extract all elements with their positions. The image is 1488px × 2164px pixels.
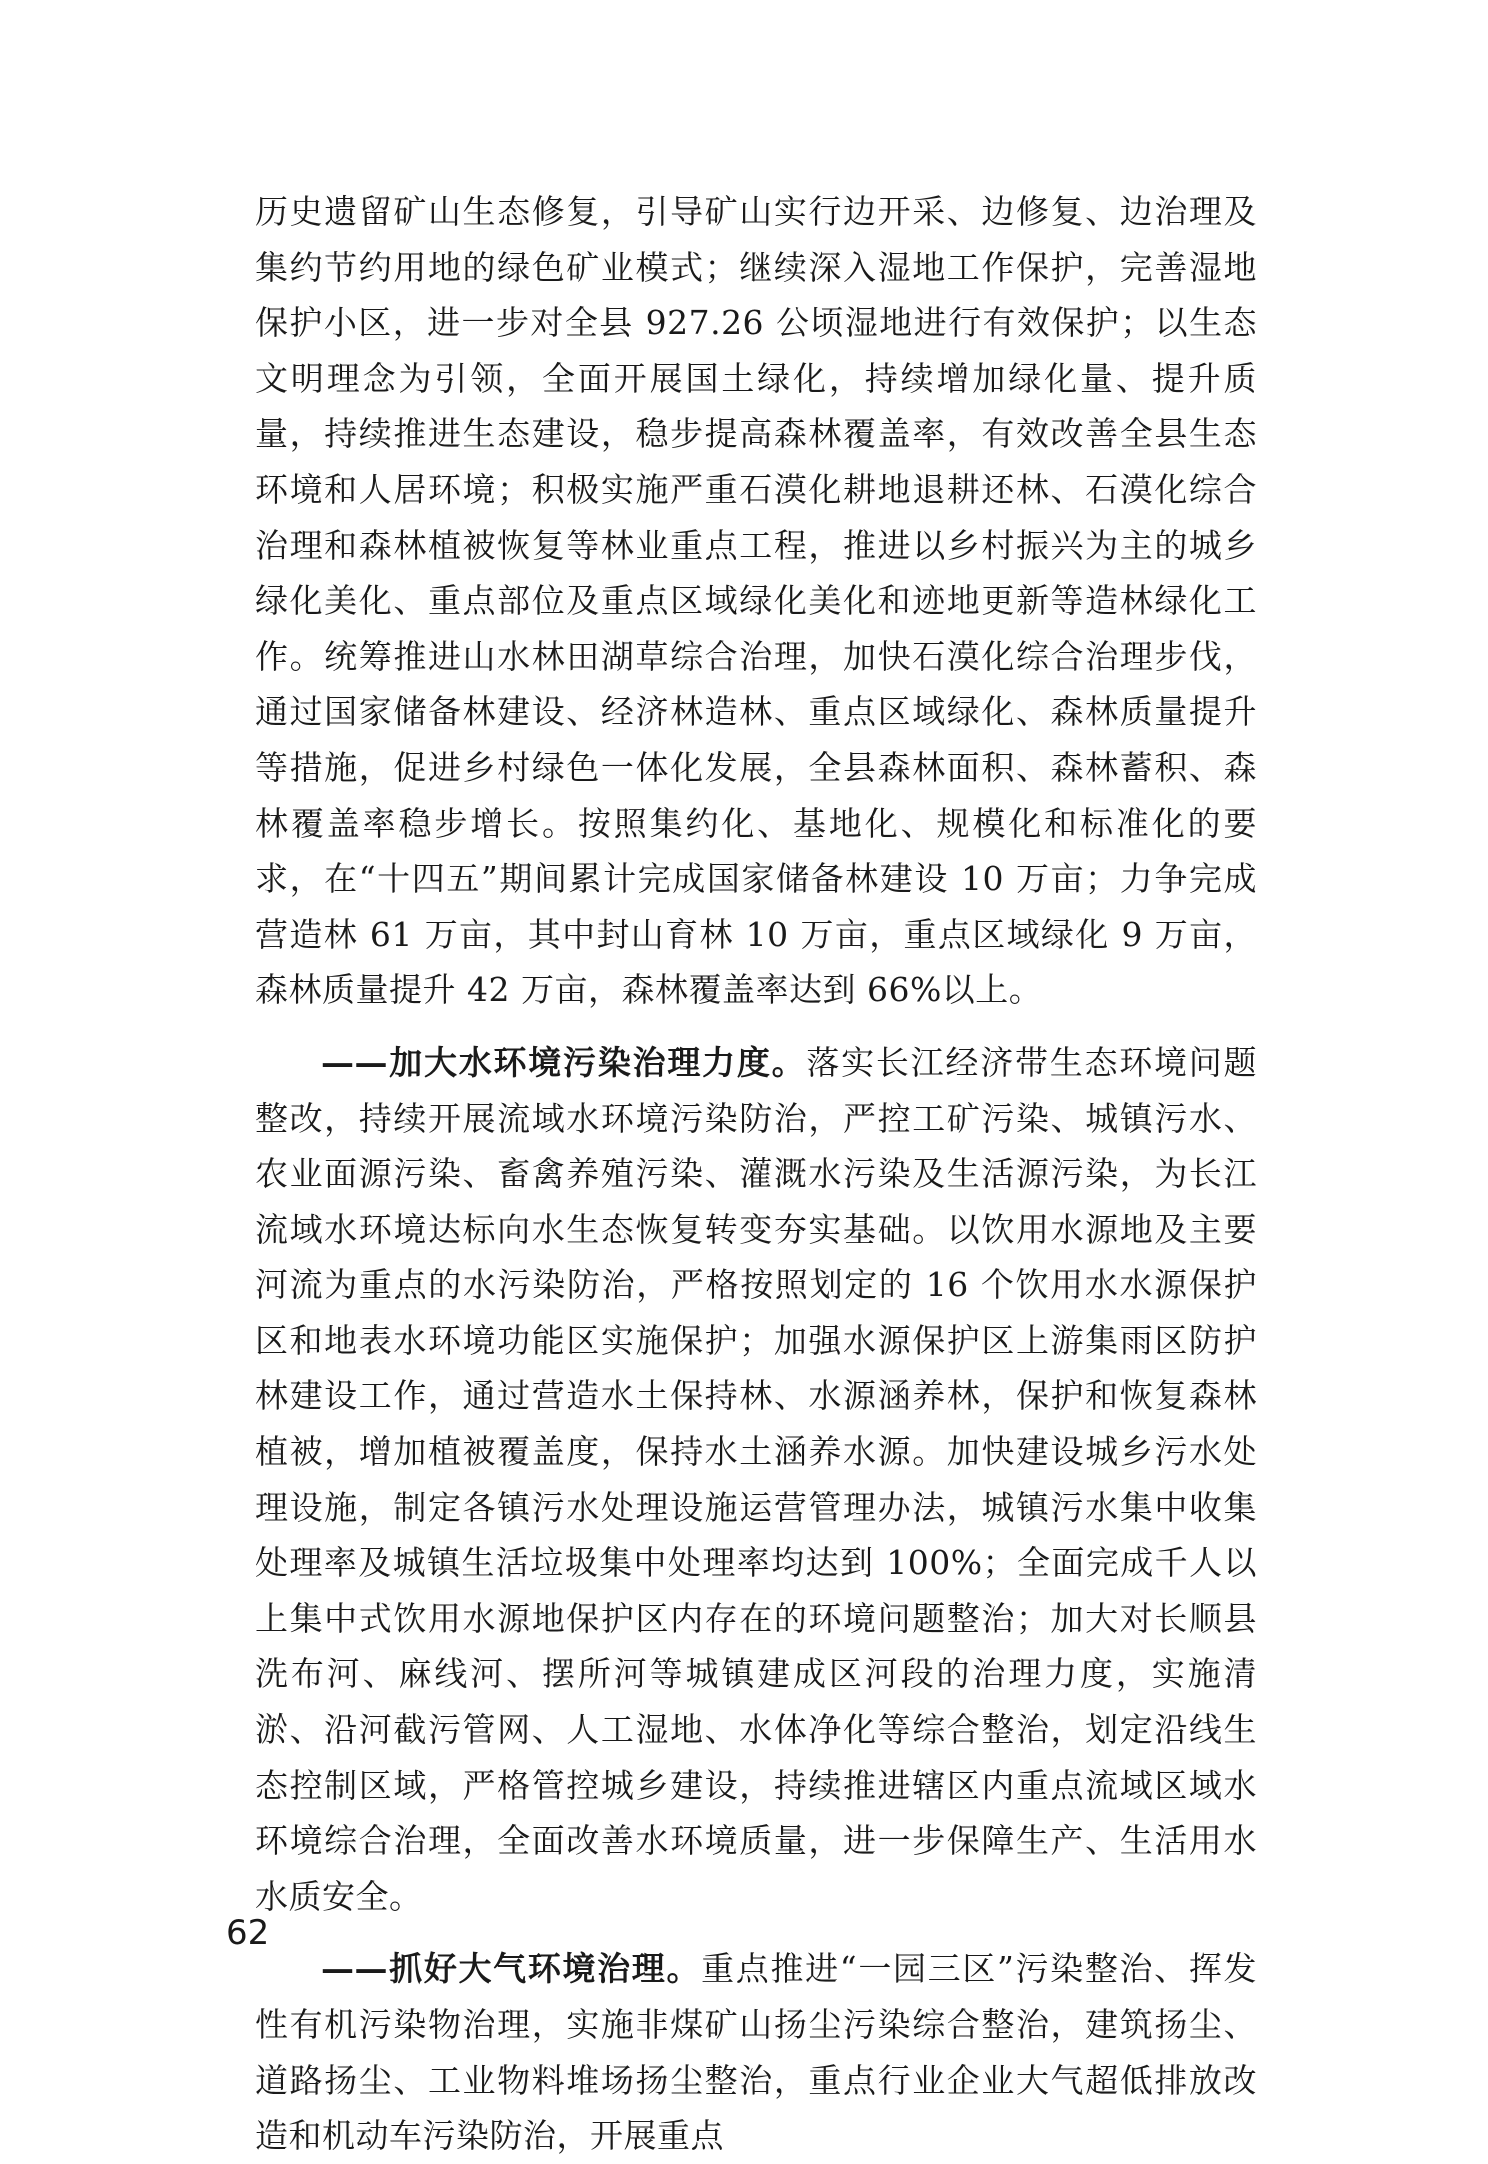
document-body: [255, 184, 1257, 2164]
paragraph-text: 落实长江经济带生态环境问题整改，持续开展流域水环境污染防治，严控工矿污染、城镇污水、农业面源污染、畜禽养殖污染、灌溉水污染及生活源污染，为长江流域水环境达标向水生态恢复转变夯实基础。以饮用水源地及主要河流为重点的水污染防治，严格按照划定的 16 个饮用水水源保护区和地表水环境功能区实施保护；加强水源保护区上游集雨区防护林建设工作，通过营造水土保持林、水源涵养林，保护和恢复森林植被，增加植被覆盖度，保持水土涵养水源。加快建设城乡污水处理设施，制定各镇污水处理设施运营管理办法，城镇污水集中收集处理率及城镇生活垃圾集中处理率均达到 100%；全面完成千人以上集中式饮用水源地保护区内存在的环境问题整治；加大对长顺县洗布河、麻线河、摆所河等城镇建成区河段的治理力度，实施清淤、沿河截污管网、人工湿地、水体净化等综合整治，划定沿线生态控制区域，严格管控城乡建设，持续推进辖区内重点流域区域水环境综合治理，全面改善水环境质量，进一步保障生产、生活用水水质安全。: [255, 1042, 1258, 1916]
paragraph-text: 历史遗留矿山生态修复，引导矿山实行边开采、边修复、边治理及集约节约用地的绿色矿业模式；继续深入湿地工作保护，完善湿地保护小区，进一步对全县 927.26 公顷湿地进行有效保护；以生态文明理念为引领，全面开展国土绿化，持续增加绿化量、提升质量，持续推进生态建设，稳步提高森林覆盖率，有效改善全县生态环境和人居环境；积极实施严重石漠化耕地退耕还林、石漠化综合治理和森林植被恢复等林业重点工程，推进以乡村振兴为主的城乡绿化美化、重点部位及重点区域绿化美化和迹地更新等造林绿化工作。统筹推进山水林田湖草综合治理，加快石漠化综合治理步伐，通过国家储备林建设、经济林造林、重点区域绿化、森林质量提升等措施，促进乡村绿色一体化发展，全县森林面积、森林蓄积、森林覆盖率稳步增长。按照集约化、基地化、规模化和标准化的要求，在“十四五”期间累计完成国家储备林建设 10 万亩；力争完成营造林 61 万亩，其中封山育林 10 万亩，重点区域绿化 9 万亩，森林质量提升 42 万亩，森林覆盖率达到 66%以上。: [255, 192, 1257, 1010]
section-heading-water: ——加大水环境污染治理力度。: [321, 1042, 807, 1082]
paragraph-forest-restoration: [255, 184, 1257, 1018]
paragraph-water-environment: [255, 1035, 1257, 1925]
page-number: 62: [226, 1913, 270, 1953]
paragraph-air-environment: [255, 1941, 1257, 2163]
paragraph-text: 重点推进“一园三区”污染整治、挥发性有机污染物治理，实施非煤矿山扬尘污染综合整治，建筑扬尘、道路扬尘、工业物料堆场扬尘整治，重点行业企业大气超低排放改造和机动车污染防治，开展重点: [255, 1949, 1257, 2156]
section-heading-air: ——抓好大气环境治理。: [321, 1949, 702, 1989]
